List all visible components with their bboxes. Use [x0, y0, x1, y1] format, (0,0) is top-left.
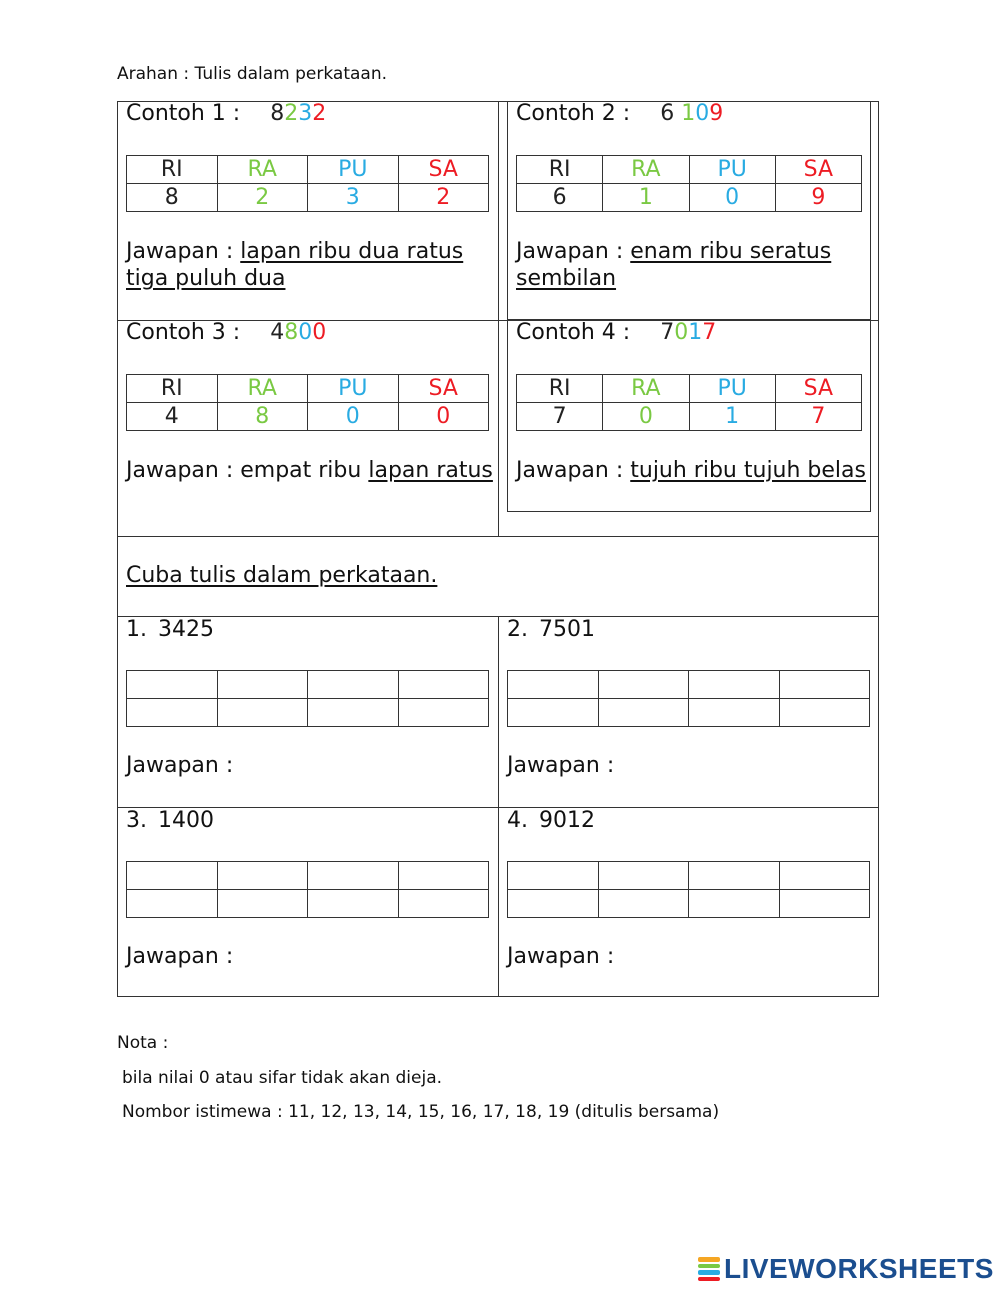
header-sa: SA [775, 156, 861, 184]
logo-text: LIVEWORKSHEETS [724, 1253, 994, 1284]
number-digit: 2 [284, 101, 299, 126]
notes-line-1: bila nilai 0 atau sifar tidak akan dieja. [122, 1068, 443, 1088]
logo-icon-block [698, 1270, 720, 1275]
question-3-title: 3. 1400 [126, 808, 214, 833]
number-digit: 1 [688, 320, 703, 345]
question-2-title: 2. 7501 [507, 617, 595, 642]
example-3-table [126, 374, 489, 431]
number-digit: 7 [702, 320, 717, 345]
number-digit: 6 [660, 101, 675, 126]
question-4-table[interactable] [507, 861, 870, 918]
example-3-answer: Jawapan : empat ribu lapan ratus [126, 458, 493, 483]
example-1-answer: Jawapan : lapan ribu dua ratus tiga puluh dua [126, 239, 464, 291]
input-cell[interactable] [689, 699, 780, 727]
header-pu: PU [689, 375, 775, 403]
input-cell[interactable] [217, 671, 308, 699]
header-pu: PU [689, 156, 775, 184]
input-cell[interactable] [398, 862, 489, 890]
question-4-answer-label: Jawapan : [507, 944, 615, 969]
digit-sa: 0 [398, 403, 489, 431]
logo-icon-block [698, 1264, 720, 1269]
number-digit: 9 [709, 101, 724, 126]
question-2-answer-label: Jawapan : [507, 753, 615, 778]
header-pu: PU [308, 375, 399, 403]
logo-icon [698, 1256, 720, 1282]
number-digit: 8 [270, 101, 285, 126]
input-cell[interactable] [779, 890, 870, 918]
input-cell[interactable] [508, 699, 599, 727]
header-sa: SA [775, 375, 861, 403]
digit-ra: 1 [603, 184, 689, 212]
input-cell[interactable] [127, 890, 218, 918]
digit-ri: 8 [127, 184, 218, 212]
input-cell[interactable] [598, 671, 689, 699]
example-3-number [270, 320, 326, 345]
input-cell[interactable] [689, 890, 780, 918]
try-heading: Cuba tulis dalam perkataan. [126, 563, 438, 588]
header-ra: RA [603, 375, 689, 403]
example-1-table [126, 155, 489, 212]
number-digit: 3 [298, 101, 313, 126]
input-cell[interactable] [779, 699, 870, 727]
question-2-table[interactable] [507, 670, 870, 727]
number-digit: 4 [270, 320, 285, 345]
digit-pu: 1 [689, 403, 775, 431]
example-2-number [660, 101, 723, 126]
input-cell[interactable] [217, 862, 308, 890]
example-1-number [270, 101, 326, 126]
number-digit: 1 [681, 101, 696, 126]
digit-pu: 0 [689, 184, 775, 212]
input-cell[interactable] [217, 890, 308, 918]
input-cell[interactable] [508, 890, 599, 918]
input-cell[interactable] [127, 671, 218, 699]
header-sa: SA [398, 375, 489, 403]
header-ra: RA [217, 375, 308, 403]
question-1-title: 1. 3425 [126, 617, 214, 642]
input-cell[interactable] [127, 862, 218, 890]
header-ra: RA [217, 156, 308, 184]
header-ri: RI [517, 375, 603, 403]
divider [498, 101, 499, 536]
notes-line-2: Nombor istimewa : 11, 12, 13, 14, 15, 16, 17, 18, 19 (ditulis bersama) [122, 1102, 720, 1122]
header-ri: RI [517, 156, 603, 184]
header-ra: RA [603, 156, 689, 184]
input-cell[interactable] [398, 671, 489, 699]
logo-icon-block [698, 1277, 720, 1282]
logo-icon-block [698, 1257, 720, 1262]
question-3-answer-label: Jawapan : [126, 944, 234, 969]
digit-pu: 3 [308, 184, 399, 212]
digit-sa: 2 [398, 184, 489, 212]
number-digit: 0 [695, 101, 710, 126]
example-1-title: Contoh 1 : 8232 [126, 101, 327, 126]
number-digit: 0 [312, 320, 327, 345]
digit-ri: 6 [517, 184, 603, 212]
example-4-number [660, 320, 716, 345]
input-cell[interactable] [598, 890, 689, 918]
input-cell[interactable] [308, 671, 399, 699]
digit-ra: 8 [217, 403, 308, 431]
digit-ri: 4 [127, 403, 218, 431]
example-4-table [516, 374, 862, 431]
input-cell[interactable] [779, 862, 870, 890]
question-3-table[interactable] [126, 861, 489, 918]
number-digit: 7 [660, 320, 675, 345]
instruction-text: Arahan : Tulis dalam perkataan. [117, 64, 388, 84]
divider [498, 616, 499, 997]
question-4-title: 4. 9012 [507, 808, 595, 833]
number-digit: 0 [674, 320, 689, 345]
notes-title: Nota : [117, 1033, 169, 1053]
input-cell[interactable] [779, 671, 870, 699]
example-4-answer: Jawapan : tujuh ribu tujuh belas [516, 458, 866, 483]
input-cell[interactable] [598, 699, 689, 727]
example-3-title: Contoh 3 : 4800 [126, 320, 327, 345]
header-pu: PU [308, 156, 399, 184]
example-2-answer: Jawapan : enam ribu seratus sembilan [516, 239, 832, 291]
question-1-table[interactable] [126, 670, 489, 727]
liveworksheets-logo [698, 1254, 994, 1284]
input-cell[interactable] [308, 890, 399, 918]
example-4-title: Contoh 4 : 7017 [516, 320, 717, 345]
digit-ri: 7 [517, 403, 603, 431]
input-cell[interactable] [308, 862, 399, 890]
input-cell[interactable] [217, 699, 308, 727]
input-cell[interactable] [127, 699, 218, 727]
digit-pu: 0 [308, 403, 399, 431]
input-cell[interactable] [598, 862, 689, 890]
input-cell[interactable] [508, 862, 599, 890]
input-cell[interactable] [689, 862, 780, 890]
digit-ra: 0 [603, 403, 689, 431]
number-digit: 2 [312, 101, 327, 126]
divider [117, 536, 879, 537]
header-sa: SA [398, 156, 489, 184]
input-cell[interactable] [398, 699, 489, 727]
example-2-title: Contoh 2 : 6 109 [516, 101, 724, 126]
example-2-table [516, 155, 862, 212]
input-cell[interactable] [689, 671, 780, 699]
header-ri: RI [127, 156, 218, 184]
digit-sa: 9 [775, 184, 861, 212]
digit-sa: 7 [775, 403, 861, 431]
question-1-answer-label: Jawapan : [126, 753, 234, 778]
number-digit: 8 [284, 320, 299, 345]
digit-ra: 2 [217, 184, 308, 212]
input-cell[interactable] [308, 699, 399, 727]
header-ri: RI [127, 375, 218, 403]
input-cell[interactable] [508, 671, 599, 699]
input-cell[interactable] [398, 890, 489, 918]
number-digit: 0 [298, 320, 313, 345]
